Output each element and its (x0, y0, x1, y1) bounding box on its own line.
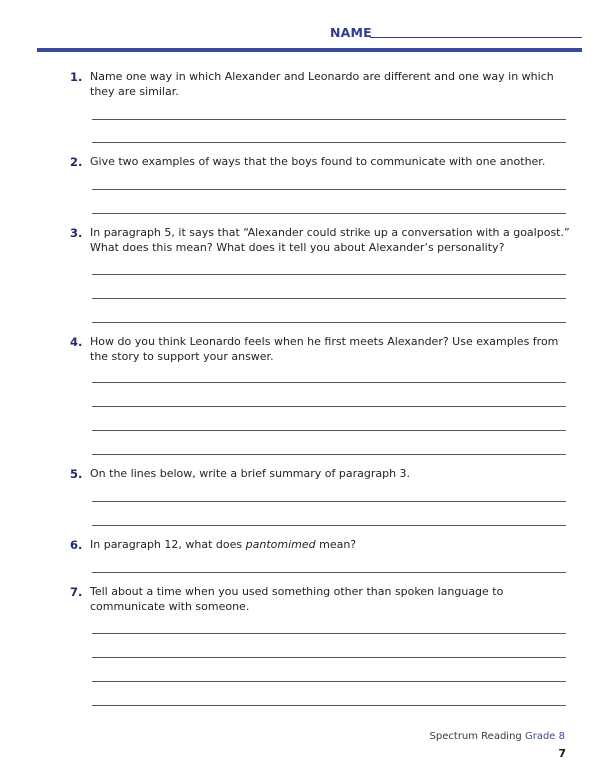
question-text (90, 538, 570, 553)
answer-line[interactable] (92, 382, 566, 383)
answer-line[interactable] (92, 189, 566, 190)
header-rule (37, 48, 582, 52)
question-number: 4. (70, 335, 83, 349)
answer-line[interactable] (92, 705, 566, 706)
question-7 (70, 585, 570, 614)
answer-line[interactable] (92, 657, 566, 658)
question-text: On the lines below, write a brief summary of paragraph 3. (90, 467, 411, 480)
question-6 (70, 538, 570, 553)
question-3 (70, 226, 570, 255)
answer-line[interactable] (92, 274, 566, 275)
answer-line[interactable] (92, 322, 566, 323)
question-number: 5. (70, 467, 83, 481)
answer-line[interactable] (92, 406, 566, 407)
answer-line[interactable] (92, 633, 566, 634)
answer-line[interactable] (92, 430, 566, 431)
question-4 (70, 335, 570, 364)
answer-line[interactable] (92, 681, 566, 682)
answer-line[interactable] (92, 142, 566, 143)
answer-line[interactable] (92, 119, 566, 120)
page-number: 7 (558, 747, 566, 760)
question-number: 6. (70, 538, 83, 552)
question-text: Tell about a time when you used something other than spoken language to communicate with someone. (90, 585, 504, 613)
question-text: How do you think Leonardo feels when he first meets Alexander? Use examples from the story to support your answer. (90, 335, 559, 363)
answer-line[interactable] (92, 454, 566, 455)
question-text-part: In paragraph 12, what does (90, 538, 246, 551)
answer-line[interactable] (92, 525, 566, 526)
footer-grade: Grade 8 (524, 731, 565, 742)
question-5 (70, 467, 570, 482)
name-write-line[interactable] (370, 37, 582, 38)
vocabulary-word: pantomimed (245, 538, 316, 551)
question-number: 2. (70, 155, 83, 169)
answer-line[interactable] (92, 298, 566, 299)
name-label: NAME (330, 25, 372, 40)
question-text: Give two examples of ways that the boys found to communicate with one another. (90, 155, 546, 168)
footer-series: Spectrum Reading (429, 731, 522, 742)
question-1 (70, 70, 570, 99)
question-number: 3. (70, 226, 83, 240)
question-number: 7. (70, 585, 83, 599)
name-field (330, 25, 582, 41)
question-text-part: mean? (315, 538, 357, 551)
answer-line[interactable] (92, 501, 566, 502)
answer-line[interactable] (92, 213, 566, 214)
question-2 (70, 155, 570, 170)
question-text: Name one way in which Alexander and Leonardo are different and one way in which they are similar. (90, 70, 554, 98)
footer-credit (430, 731, 565, 742)
question-text: In paragraph 5, it says that “Alexander could strike up a conversation with a goalpost.” What does this mean? What does it tell you about Alexander’s personality? (90, 226, 570, 254)
answer-line[interactable] (92, 572, 566, 573)
question-number: 1. (70, 70, 83, 84)
